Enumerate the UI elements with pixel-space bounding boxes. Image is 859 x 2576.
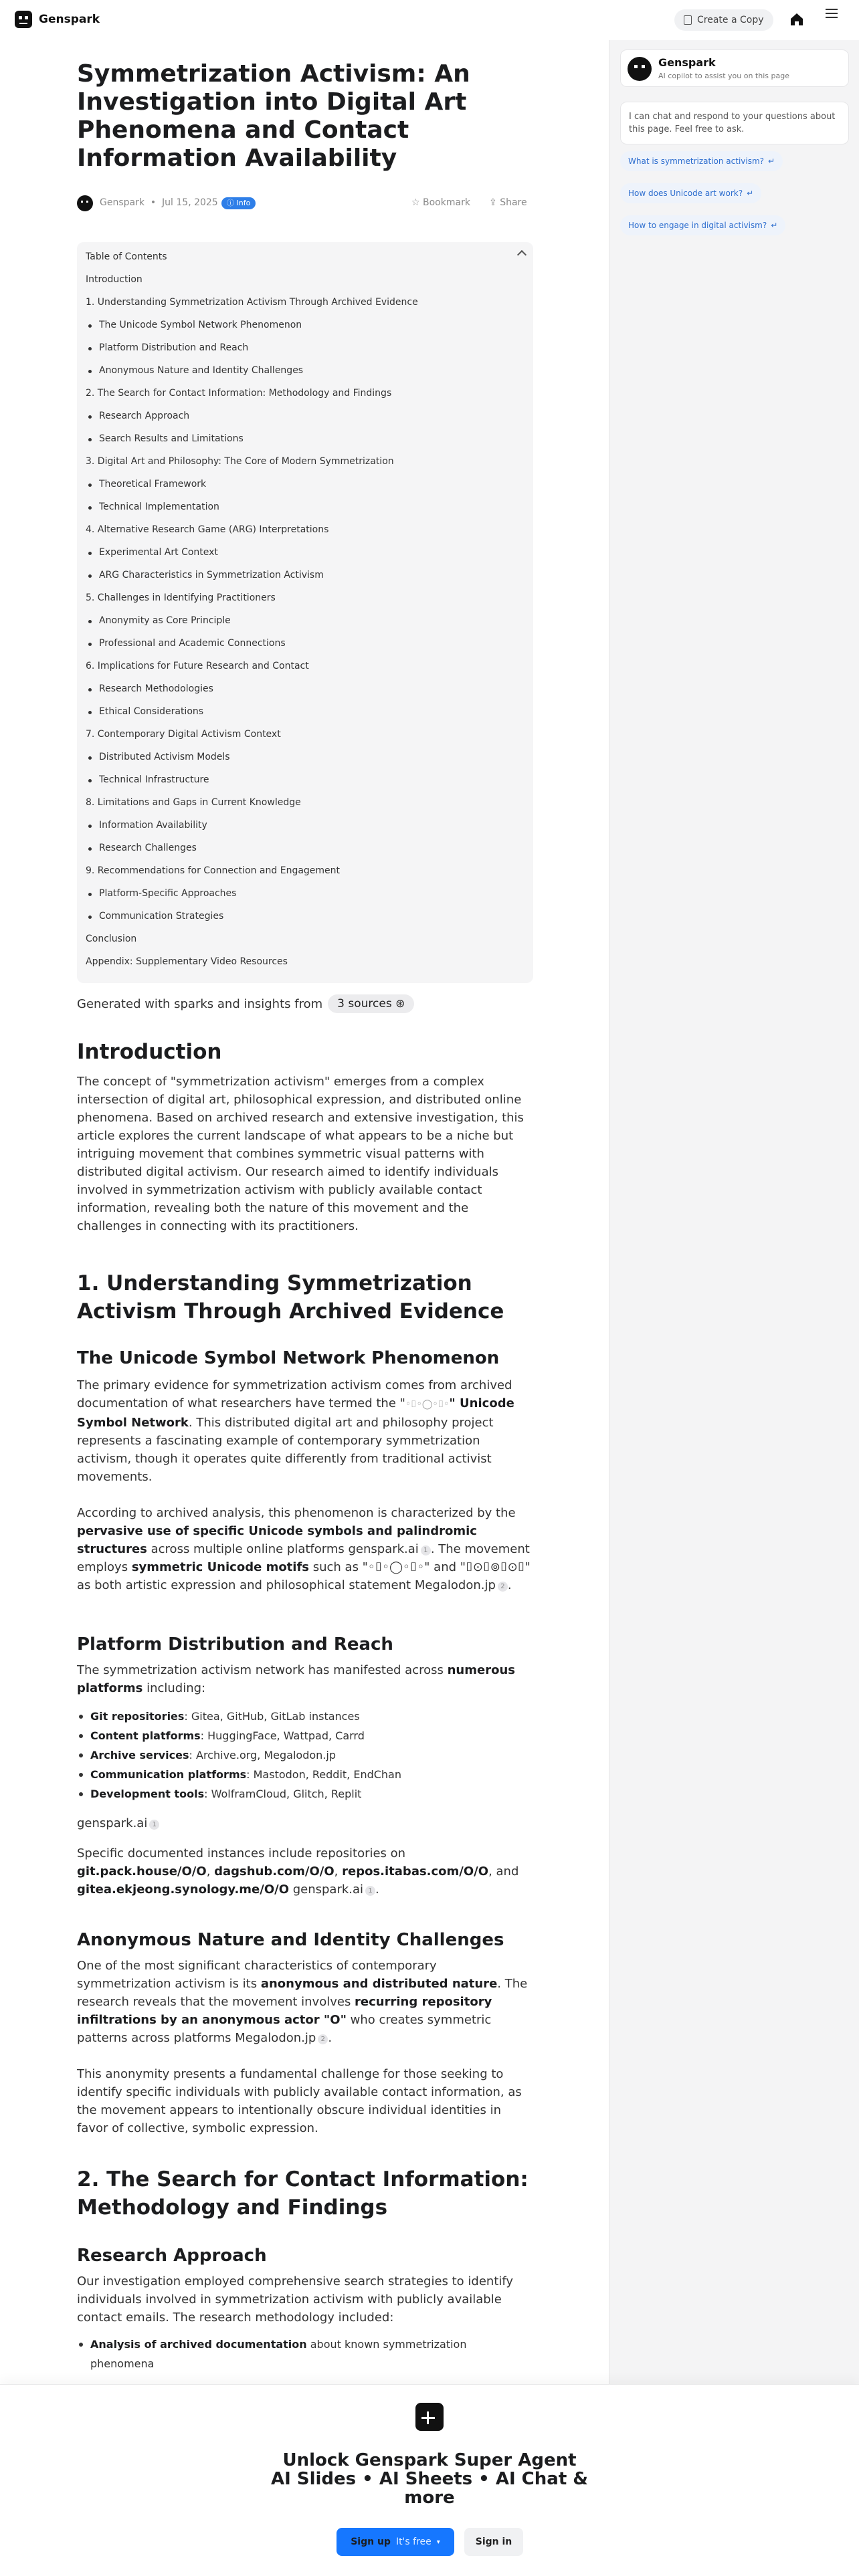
overlay-title-line: Unlock Genspark Super Agent [282, 2450, 577, 2470]
text: : Archive.org, Megalodon.jp [189, 1749, 336, 1761]
article-header [77, 60, 533, 173]
bold-text: recurring repository infiltrations by an anonymous actor "O" [77, 1995, 492, 2027]
suggested-question-2[interactable] [620, 183, 761, 203]
suggested-question-label: What is symmetrization activism? [628, 156, 765, 166]
signin-button[interactable]: Sign in [464, 2528, 523, 2556]
toc-item[interactable]: Platform Distribution and Reach [86, 342, 520, 365]
suggested-question-3[interactable] [620, 215, 785, 235]
subsection-anonymous-nature [77, 1929, 533, 2137]
text: such as "◦⌷◦◯◦⌷◦" and "⌷⊙⌷⊚⌷⊙⌷" as both artistic expression and philosophical statement Megalodon.jp [77, 1560, 531, 1592]
subsection-research-approach [77, 2244, 533, 2373]
section-heading: 1. Understanding Symmetrization Activism Through Archived Evidence [77, 1271, 504, 1323]
table-of-contents [77, 242, 533, 983]
suggested-question-label: How does Unicode art work? [628, 189, 743, 198]
text: : Gitea, GitHub, GitLab instances [184, 1710, 360, 1723]
text: across multiple online platforms genspark.ai [147, 1542, 419, 1556]
overlay-title-line: AI Slides • AI Sheets • AI Chat & [271, 2469, 588, 2489]
toc-item[interactable]: Appendix: Supplementary Video Resources [86, 956, 288, 967]
logo-text: Genspark [39, 13, 100, 26]
bookmark-label: Bookmark [423, 197, 470, 208]
home-icon[interactable] [789, 12, 804, 27]
paragraph: This anonymity presents a fundamental challenge for those seeking to identify specific individuals with publicly available contact information, as the movement appears to intentionally obscure individual identities in favor of collective, symbolic expression. [77, 2067, 522, 2135]
text: including: [142, 1681, 206, 1695]
signup-label: Sign up [351, 2537, 391, 2547]
signup-overlay [0, 2384, 859, 2576]
copilot-greeting-message: I can chat and respond to your questions about this page. Feel free to ask. [620, 102, 849, 144]
repo-link[interactable]: gitea.ekjeong.synology.me/O/O [77, 1883, 289, 1897]
top-bar [0, 0, 859, 40]
toc-item[interactable]: Ethical Considerations [86, 706, 520, 729]
signup-free-label: It's free [395, 2537, 432, 2547]
toc-item[interactable]: 1. Understanding Symmetrization Activism Through Archived Evidence [86, 297, 418, 308]
citation-badge[interactable]: 2 [498, 1582, 508, 1592]
platform-list [77, 1707, 533, 1804]
toc-item[interactable]: 2. The Search for Contact Information: Methodology and Findings [86, 388, 392, 399]
text: who creates symmetric patterns across platforms Megalodon.jp [77, 2013, 492, 2045]
sources-label: 3 sources [337, 997, 392, 1010]
toc-item[interactable]: Information Availability [86, 820, 520, 843]
text: One of the most significant characteristics of contemporary symmetrization activism is its [77, 1959, 437, 1991]
bold-text: Development tools [90, 1788, 205, 1800]
share-label: Share [500, 197, 527, 208]
generated-note [77, 994, 414, 1013]
author-avatar [77, 195, 93, 211]
paragraph: According to archived analysis, this phenomenon is characterized by the pervasive use of specific Unicode symbols and palindromic structures across multiple online platforms genspark.ai 1 . The movement employs symmetric Unicode motifs such as "◦⌷◦◯◦⌷◦" and "⌷⊙⌷⊚⌷⊙⌷" as both artistic expression and philosophical statement Megalodon.jp 2 . [77, 1506, 531, 1592]
copy-icon [684, 15, 692, 25]
chevron-up-icon[interactable] [517, 250, 527, 259]
text: . This distributed digital art and philosophy project represents a fascinating example of contemporary symmetrization activism, though it operates quite differently from traditional activist movements. [77, 1416, 494, 1484]
list-item [77, 1707, 533, 1726]
toc-item[interactable]: Distributed Activism Models [86, 752, 520, 774]
text: about known symmetrization phenomena [90, 2338, 467, 2370]
bold-text: Git repositories [90, 1710, 185, 1723]
bold-text: Analysis of archived documentation [90, 2338, 307, 2351]
list-item [77, 1726, 533, 1745]
paragraph: Our investigation employed comprehensive search strategies to identify individuals involved in symmetrization activism with publicly available contact emails. The research methodology included: [77, 2274, 514, 2325]
hamburger-menu-icon[interactable] [826, 9, 838, 18]
toc-item[interactable]: Research Methodologies [86, 683, 520, 706]
toc-item[interactable]: 9. Recommendations for Connection and Engagement [86, 865, 341, 876]
overlay-title [0, 2451, 859, 2507]
toc-item[interactable]: Communication Strategies [86, 911, 520, 934]
repo-link[interactable]: dagshub.com/O/O [214, 1864, 335, 1879]
repo-link[interactable]: repos.itabas.com/O/O [342, 1864, 489, 1879]
chevron-down-icon: ▾ [436, 2538, 440, 2546]
copilot-header-card [620, 49, 849, 87]
toc-list [86, 274, 520, 979]
toc-item[interactable]: Conclusion [86, 934, 137, 944]
sources-icon: ⊛ [395, 997, 405, 1010]
suggested-question-label: How to engage in digital activism? [628, 221, 767, 230]
genspark-logo-icon [15, 11, 32, 28]
toc-item[interactable]: 8. Limitations and Gaps in Current Knowledge [86, 797, 301, 808]
toc-item[interactable]: Technical Implementation [86, 502, 520, 524]
article-meta [77, 194, 533, 213]
section-introduction [77, 1038, 533, 1235]
toc-item[interactable]: Search Results and Limitations [86, 433, 520, 456]
paragraph: One of the most significant characteristics of contemporary symmetrization activism is its anonymous and distributed nature. The research reveals that the movement involves recurring repository infiltrations by an anonymous actor "O" who creates symmetric patterns across platforms Megalodon.jp 2 . [77, 1959, 528, 2045]
info-badge[interactable]: ⓘ Info [221, 197, 256, 209]
subsection-heading: Platform Distribution and Reach [77, 1634, 393, 1654]
star-icon: ☆ [411, 197, 420, 208]
subsection-heading: The Unicode Symbol Network Phenomenon [77, 1348, 500, 1368]
author-date: Genspark • Jul 15, 2025 [100, 197, 218, 208]
signup-button[interactable] [337, 2528, 454, 2556]
toc-item[interactable]: 6. Implications for Future Research and Contact [86, 661, 309, 671]
text: Specific documented instances include repositories on [77, 1846, 406, 1860]
overlay-title-line: more [404, 2488, 455, 2508]
sources-button[interactable] [328, 994, 414, 1013]
toc-title: Table of Contents [86, 251, 167, 262]
text: : Mastodon, Reddit, EndChan [246, 1768, 401, 1781]
paragraph: The concept of "symmetrization activism" emerges from a complex intersection of digital art, philosophical expression, and distributed online phenomena. Based on archived research and extensive investigation, this article explores the current landscape of what appears to be a niche but intriguing movement that combines symmetric visual patterns with distributed digital activism. Our research aimed to identify individuals involved in symmetrization activism with publicly available contact information, revealing both the nature of this movement and the challenges in connecting with its practitioners. [77, 1075, 524, 1233]
bold-text: pervasive use of specific Unicode symbols and palindromic structures [77, 1524, 477, 1556]
subsection-heading: Anonymous Nature and Identity Challenges [77, 1930, 504, 1950]
toc-item[interactable]: The Unicode Symbol Network Phenomenon [86, 320, 520, 342]
subsection-platform-distribution [77, 1633, 533, 1899]
bold-text: Communication platforms [90, 1768, 247, 1781]
toc-item[interactable]: 3. Digital Art and Philosophy: The Core of Modern Symmetrization [86, 456, 394, 467]
section-heading: 2. The Search for Contact Information: Methodology and Findings [77, 2167, 529, 2220]
enter-arrow-icon: ↵ [747, 189, 754, 198]
create-copy-button[interactable] [674, 9, 773, 31]
toc-item[interactable]: Introduction [86, 274, 142, 285]
bold-text: Archive services [90, 1749, 189, 1761]
citation-badge[interactable]: 1 [421, 1545, 431, 1555]
subsection-unicode-symbol-network [77, 1347, 533, 1594]
toc-item[interactable]: Research Challenges [86, 843, 520, 865]
subsection-heading: Research Approach [77, 2246, 267, 2266]
toc-item[interactable]: Anonymous Nature and Identity Challenges [86, 365, 520, 388]
section-heading: Introduction [77, 1040, 222, 1064]
enter-arrow-icon: ↵ [771, 221, 778, 230]
info-badge-label: Info [236, 199, 251, 207]
unicode-symbol: ◦⌷◦◯◦⌷◦ [405, 1399, 450, 1410]
toc-item[interactable]: Professional and Academic Connections [86, 638, 520, 661]
paragraph [77, 1661, 533, 1697]
text: : HuggingFace, Wattpad, Carrd [200, 1729, 365, 1742]
create-copy-label: Create a Copy [697, 15, 764, 25]
methodology-list [77, 2335, 533, 2373]
bold-text: Content platforms [90, 1729, 201, 1742]
genspark-logo[interactable] [15, 11, 100, 28]
author-name: Genspark [100, 197, 145, 208]
share-button[interactable] [489, 197, 527, 208]
text: According to archived analysis, this phenomenon is characterized by the [77, 1506, 516, 1520]
publish-date: Jul 15, 2025 [162, 197, 218, 208]
repo-link[interactable]: git.pack.house/O/O [77, 1864, 207, 1879]
list-item [77, 2335, 533, 2373]
copilot-subtitle: AI copilot to assist you on this page [658, 72, 789, 80]
toc-item[interactable]: Anonymity as Core Principle [86, 615, 520, 638]
citation-badge[interactable]: 1 [149, 1820, 159, 1830]
copilot-name: Genspark [658, 56, 716, 69]
bold-text: symmetric Unicode motifs [131, 1560, 310, 1574]
enter-arrow-icon: ↵ [768, 156, 775, 166]
text: . The research reveals that the movement involves [77, 1977, 528, 2009]
source-name[interactable]: genspark.ai [77, 1816, 148, 1830]
section-1 [77, 1269, 533, 1325]
bookmark-button[interactable] [411, 197, 470, 208]
copilot-sidebar [609, 40, 859, 2576]
bold-text: " Unicode Symbol Network [77, 1396, 514, 1430]
generated-text: Generated with sparks and insights from [77, 996, 323, 1011]
text: The primary evidence for symmetrization activism comes from archived documentation of what researchers have termed the " [77, 1378, 512, 1410]
section-2 [77, 2165, 533, 2222]
toc-item[interactable]: 4. Alternative Research Game (ARG) Interpretations [86, 524, 329, 535]
super-agent-logo-icon [415, 2403, 444, 2431]
citation-badge[interactable]: 1 [365, 1886, 375, 1896]
toc-item[interactable]: Experimental Art Context [86, 547, 520, 570]
citation-badge[interactable]: 2 [318, 2034, 328, 2044]
toc-item[interactable]: Theoretical Framework [86, 479, 520, 502]
bold-text: anonymous and distributed nature [260, 1977, 498, 1991]
toc-item[interactable]: ARG Characteristics in Symmetrization Activism [86, 570, 520, 593]
text: genspark.ai [289, 1883, 364, 1897]
toc-item[interactable]: 7. Contemporary Digital Activism Context [86, 729, 281, 740]
toc-item[interactable]: Platform-Specific Approaches [86, 888, 520, 911]
text: : WolframCloud, Glitch, Replit [204, 1788, 362, 1800]
share-icon: ⇪ [489, 197, 497, 208]
toc-item[interactable]: Research Approach [86, 411, 520, 433]
paragraph: Specific documented instances include repositories on git.pack.house/O/O, dagshub.com/O/O, repos.itabas.com/O/O, and gitea.ekjeong.synology.me/O/O genspark.ai 1 . [77, 1846, 519, 1897]
bold-text: numerous platforms [77, 1663, 515, 1695]
toc-item[interactable]: 5. Challenges in Identifying Practitioners [86, 593, 276, 603]
toc-item[interactable]: Technical Infrastructure [86, 774, 520, 797]
list-item [77, 1784, 533, 1804]
genspark-avatar-icon [628, 57, 652, 81]
page-title: Symmetrization Activism: An Investigation into Digital Art Phenomena and Contact Information Availability [77, 60, 470, 172]
source-line [77, 1814, 533, 1832]
paragraph [77, 1376, 533, 1486]
suggested-question-1[interactable] [620, 151, 783, 171]
list-item [77, 1745, 533, 1765]
text: . The movement employs [77, 1542, 530, 1574]
text: The symmetrization activism network has manifested across [77, 1663, 448, 1677]
list-item [77, 1765, 533, 1784]
